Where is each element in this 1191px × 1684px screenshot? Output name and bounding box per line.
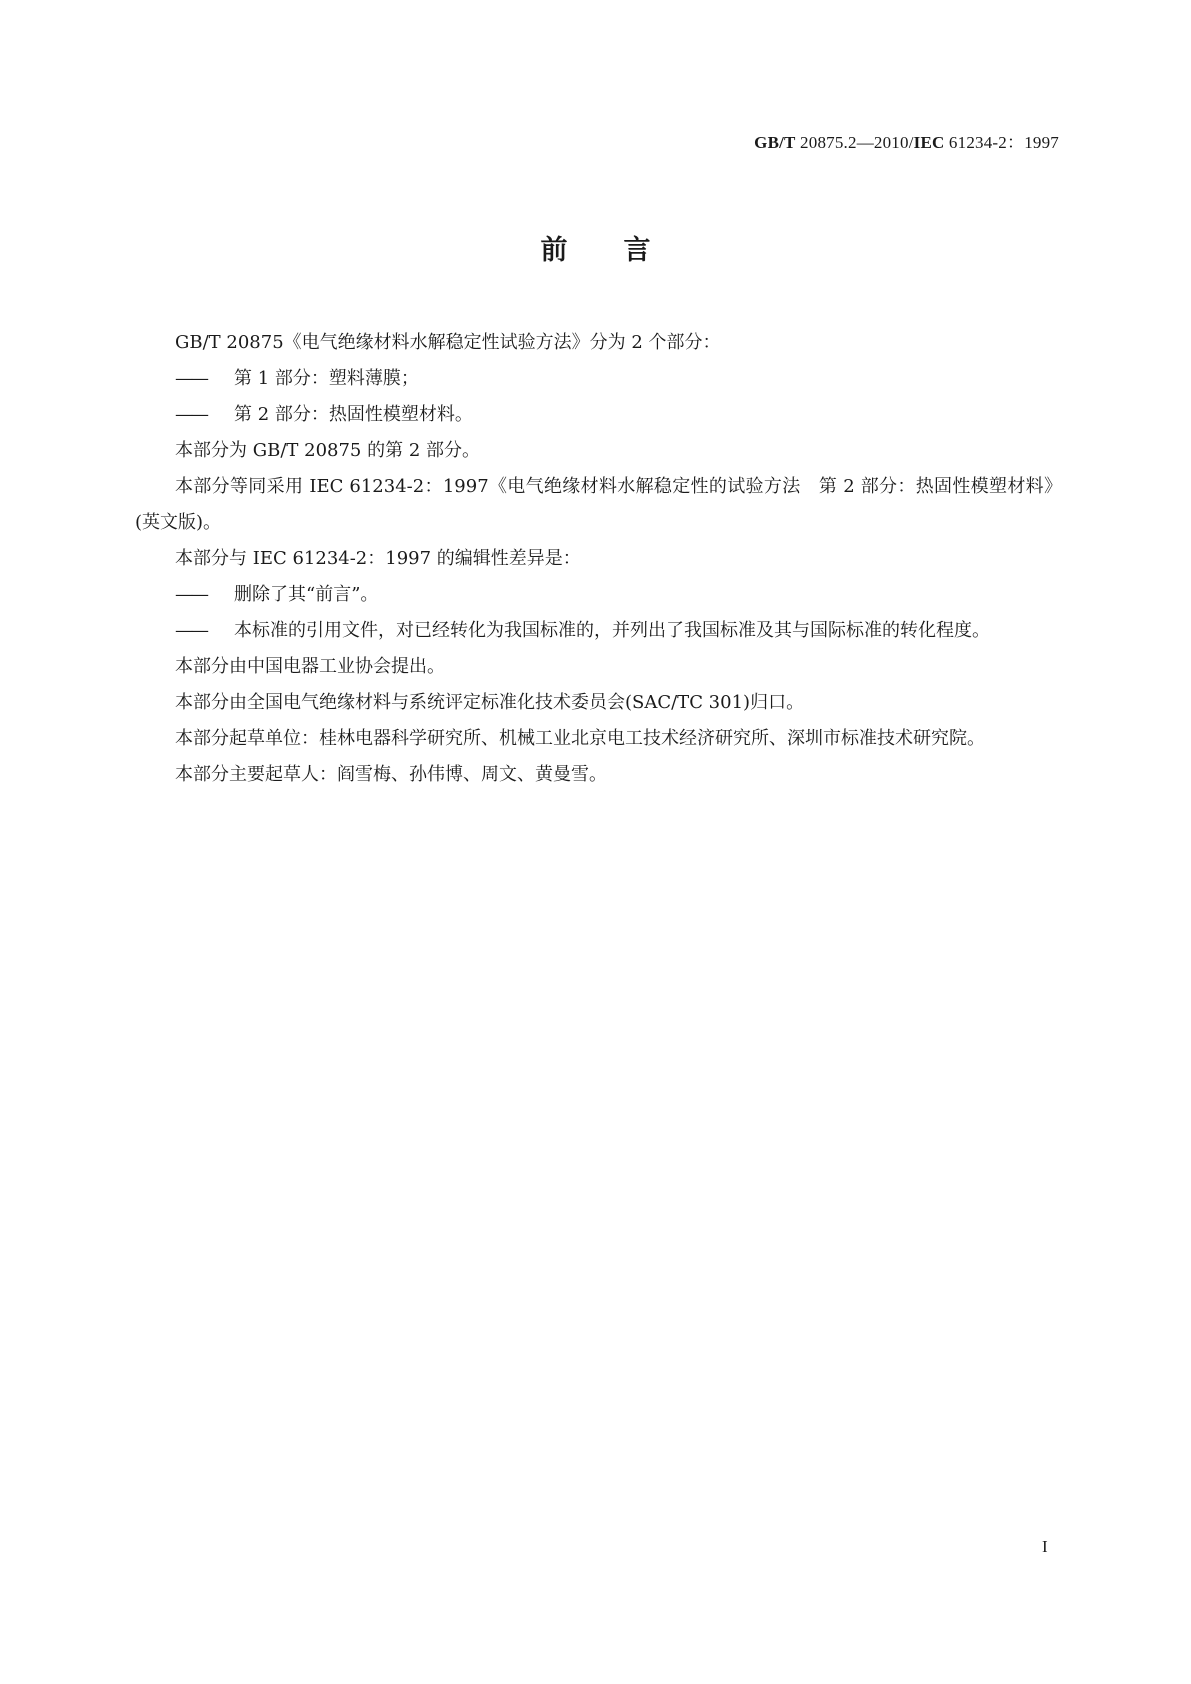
standard-code-number: 20875.2—2010/ xyxy=(795,133,914,152)
page-title: 前言 xyxy=(540,235,707,266)
list-item-text: 删除了其“前言”。 xyxy=(234,584,379,605)
standard-code-prefix: GB/T xyxy=(754,133,796,152)
paragraph-parts-overview: GB/T 20875《电气绝缘材料水解稳定性试验方法》分为 2 个部分： xyxy=(175,332,721,353)
dash-marker: —— xyxy=(175,584,207,605)
paragraph-proposer: 本部分由中国电器工业协会提出。 xyxy=(175,656,445,677)
standard-code-iec-number: 61234-2：1997 xyxy=(944,133,1059,152)
list-item-text: 本标准的引用文件，对已经转化为我国标准的，并列出了我国标准及其与国际标准的转化程度。 xyxy=(234,620,990,641)
standard-code-iec: IEC xyxy=(913,133,945,152)
list-item-difference-1 xyxy=(135,577,1062,613)
foreword-body xyxy=(135,325,1062,793)
list-item-part-1 xyxy=(135,361,1062,397)
dash-marker: —— xyxy=(175,404,207,425)
list-item-part-2 xyxy=(135,397,1062,433)
paragraph-part-scope: 本部分为 GB/T 20875 的第 2 部分。 xyxy=(175,440,480,461)
list-item-difference-2 xyxy=(135,613,1062,649)
paragraph-committee: 本部分由全国电气绝缘材料与系统评定标准化技术委员会(SAC/TC 301)归口。 xyxy=(175,692,805,713)
paragraph-differences: 本部分与 IEC 61234-2：1997 的编辑性差异是： xyxy=(175,548,581,569)
page-number: I xyxy=(1042,1537,1048,1556)
list-item-text: 第 2 部分：热固性模塑材料。 xyxy=(234,404,473,425)
dash-marker: —— xyxy=(175,620,207,641)
paragraph-drafters: 本部分主要起草人：阎雪梅、孙伟博、周文、黄曼雪。 xyxy=(175,764,607,785)
standard-code-header xyxy=(754,128,1059,153)
paragraph-drafting-units: 本部分起草单位：桂林电器科学研究所、机械工业北京电工技术经济研究所、深圳市标准技术研究院。 xyxy=(175,728,985,749)
list-item-text: 第 1 部分：塑料薄膜； xyxy=(234,368,419,389)
paragraph-adoption: 本部分等同采用 IEC 61234-2：1997《电气绝缘材料水解稳定性的试验方法 第 2 部分：热固性模塑材料》(英文版)。 xyxy=(135,476,1062,533)
dash-marker: —— xyxy=(175,368,207,389)
